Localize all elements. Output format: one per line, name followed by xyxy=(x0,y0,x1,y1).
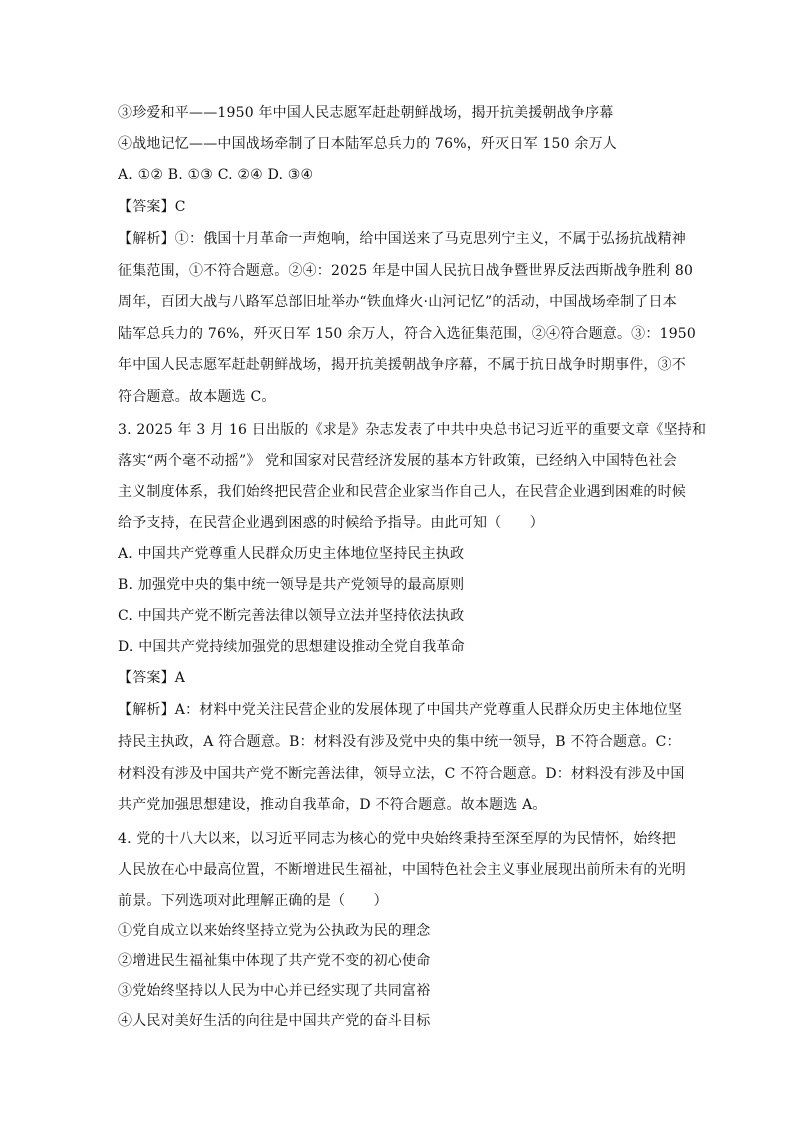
answer-label: 【答案】A xyxy=(118,670,186,686)
answer-choices: A. ①② B. ①③ C. ②④ D. ③④ xyxy=(118,167,314,183)
option-line-3: ③珍爱和平——1950 年中国人民志愿军赶赴朝鲜战场，揭开抗美援朝战争序幕 xyxy=(118,105,614,121)
question-3-option-c: C. 中国共产党不断完善法律以领导立法并坚持依法执政 xyxy=(118,608,465,624)
question-3-option-a: A. 中国共产党尊重人民群众历史主体地位坚持民主执政 xyxy=(118,546,465,562)
analysis-line: 周年，百团大战与八路军总部旧址举办“铁血烽火·山河记忆”的活动，中国战场牵制了日本 xyxy=(118,294,677,310)
analysis-line: 材料没有涉及中国共产党不断完善法律，领导立法，C 不符合题意。D：材料没有涉及中国 xyxy=(118,766,685,782)
question-4-statement-3: ③党始终坚持以人民为中心并已经实现了共同富裕 xyxy=(118,983,431,999)
option-line-4: ④战地记忆——中国战场牵制了日本陆军总兵力的 76%，歼灭日军 150 余万人 xyxy=(118,136,617,152)
analysis-line: 陆军总兵力的 76%，歼灭日军 150 余万人，符合入选征集范围，②④符合题意。③：1950 xyxy=(118,326,697,342)
answer-label: 【答案】C xyxy=(118,199,186,215)
analysis-line: 年中国人民志愿军赶赴朝鲜战场，揭开抗美援朝战争序幕，不属于抗日战争时期事件，③不 xyxy=(118,357,686,373)
analysis-line: 征集范围，①不符合题意。②④：2025 年是中国人民抗日战争暨世界反法西斯战争胜利 80 xyxy=(118,263,694,279)
question-4-statement-1: ①党自成立以来始终坚持立党为公执政为民的理念 xyxy=(118,923,431,939)
question-4-line: 人民放在心中最高位置，不断增进民生福祉，中国特色社会主义事业展现出前所未有的光明 xyxy=(118,862,686,878)
analysis-line: 共产党加强思想建设，推动自我革命，D 不符合题意。故本题选 A。 xyxy=(118,797,547,813)
question-3-option-d: D. 中国共产党持续加强党的思想建设推动全党自我革命 xyxy=(118,639,465,655)
question-3-line: 落实“两个毫不动摇”》 党和国家对民营经济发展的基本方针政策，已经纳入中国特色社会 xyxy=(118,453,677,469)
analysis-line: 符合题意。故本题选 C。 xyxy=(118,389,276,405)
analysis-line: 【解析】①：俄国十月革命一声炮响，给中国送来了马克思列宁主义，不属于弘扬抗战精神 xyxy=(118,231,686,247)
question-3-line: 给予支持，在民营企业遇到困惑的时候给予指导。由此可知（ ） xyxy=(118,515,544,531)
question-4-statement-4: ④人民对美好生活的向往是中国共产党的奋斗目标 xyxy=(118,1013,431,1029)
question-4-line: 4. 党的十八大以来，以习近平同志为核心的党中央始终秉持至深至厚的为民情怀，始终把 xyxy=(118,831,677,847)
question-4-statement-2: ②增进民生福祉集中体现了共产党不变的初心使命 xyxy=(118,953,431,969)
analysis-line: 持民主执政，A 符合题意。B：材料没有涉及党中央的集中统一领导，B 不符合题意。C： xyxy=(118,734,681,750)
question-4-line: 前景。下列选项对此理解正确的是（ ） xyxy=(118,893,388,909)
analysis-line: 【解析】A：材料中党关注民营企业的发展体现了中国共产党尊重人民群众历史主体地位坚 xyxy=(118,702,683,718)
question-3-line: 主义制度体系，我们始终把民营企业和民营企业家当作自己人，在民营企业遇到困难的时候 xyxy=(118,484,686,500)
question-3-line: 3. 2025 年 3 月 16 日出版的《求是》杂志发表了中共中央总书记习近平的重要文章《坚持和 xyxy=(118,422,707,438)
question-3-option-b: B. 加强党中央的集中统一领导是共产党领导的最高原则 xyxy=(118,577,465,593)
